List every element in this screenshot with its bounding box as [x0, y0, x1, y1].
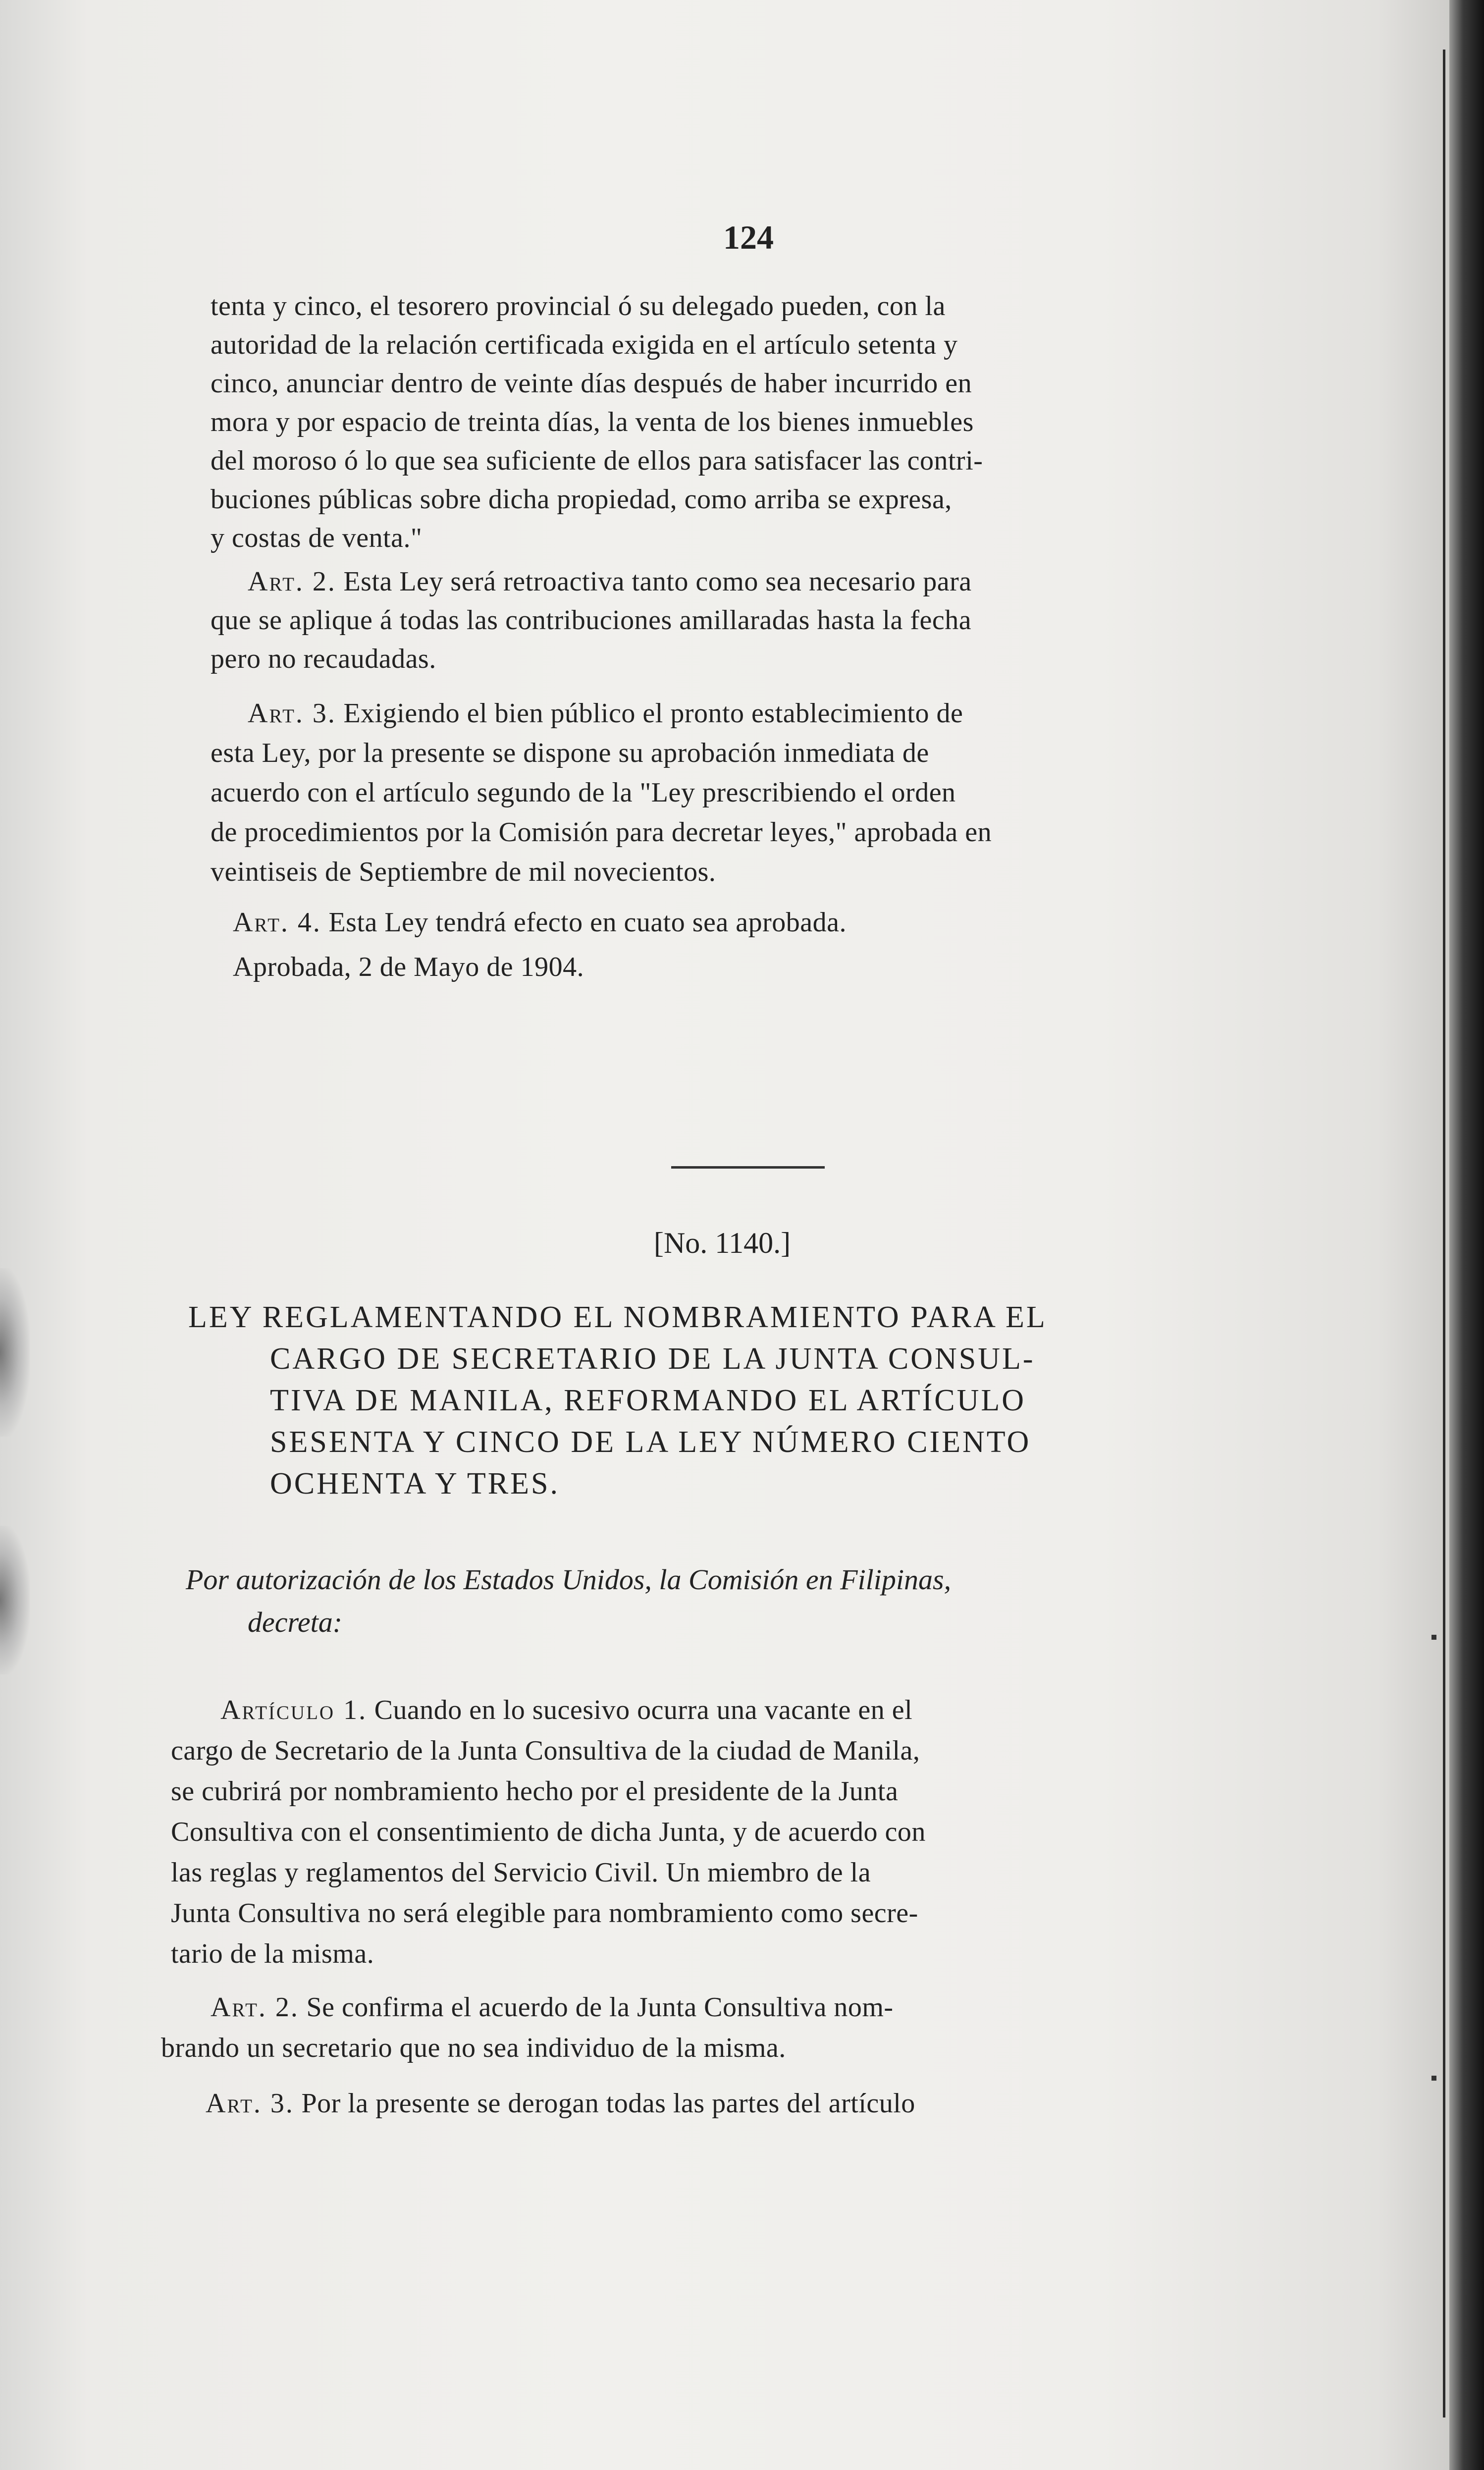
- text-line: cargo de Secretario de la Junta Consultiva de la ciudad de Manila,: [171, 1735, 920, 1766]
- article-label: Art. 2.: [248, 566, 336, 597]
- enacting-clause: Por autorización de los Estados Unidos, la Comisión en Filipinas,: [186, 1563, 952, 1596]
- text-line: cinco, anunciar dentro de veinte días después de haber incurrido en: [211, 368, 972, 399]
- article-label: Artículo 1.: [220, 1695, 368, 1725]
- text-line: autoridad de la relación certificada exigida en el artículo setenta y: [211, 329, 958, 360]
- text-line: Se confirma el acuerdo de la Junta Consultiva nom-: [306, 1992, 894, 2023]
- approval-date: Aprobada, 2 de Mayo de 1904.: [233, 952, 584, 982]
- art-3-first-line: [248, 699, 963, 727]
- text-line: esta Ley, por la presente se dispone su aprobación inmediata de: [211, 738, 929, 768]
- act-title-line: SESENTA Y CINCO DE LA LEY NÚMERO CIENTO: [270, 1425, 1031, 1459]
- act-title-line: OCHENTA Y TRES.: [270, 1467, 560, 1501]
- text-line: Consultiva con el consentimiento de dicha Junta, y de acuerdo con: [171, 1817, 926, 1847]
- art-4-line: [233, 909, 847, 936]
- text-line: buciones públicas sobre dicha propiedad, como arriba se expresa,: [211, 484, 952, 515]
- art-2b-first-line: [211, 1993, 894, 2021]
- text-line: Por la presente se derogan todas las partes del artículo: [301, 2088, 915, 2119]
- text-line: Exigiendo el bien público el pronto establecimiento de: [343, 698, 963, 729]
- act-number: [No. 1140.]: [654, 1227, 791, 1259]
- text-line: Cuando en lo sucesivo ocurra una vacante en el: [374, 1695, 913, 1725]
- act-title-line: CARGO DE SECRETARIO DE LA JUNTA CONSUL-: [270, 1342, 1035, 1376]
- art-2-first-line: [248, 568, 972, 595]
- text-line: veintiseis de Septiembre de mil novecientos.: [211, 857, 716, 887]
- section-divider: [671, 1166, 825, 1169]
- text-line: brando un secretario que no sea individuo de la misma.: [161, 2033, 786, 2063]
- article-label: Art. 3.: [248, 698, 336, 729]
- text-line: de procedimientos por la Comisión para decretar leyes," aprobada en: [211, 817, 992, 848]
- text-line: tenta y cinco, el tesorero provincial ó su delegado pueden, con la: [211, 291, 946, 322]
- text-line: las reglas y reglamentos del Servicio Civil. Un miembro de la: [171, 1857, 871, 1888]
- text-line: se cubrirá por nombramiento hecho por el presidente de la Junta: [171, 1776, 899, 1807]
- text-line: Esta Ley será retroactiva tanto como sea necesario para: [343, 566, 972, 597]
- article-label: Art. 2.: [211, 1992, 299, 2023]
- article-label: Art. 4.: [233, 907, 321, 938]
- text-line: mora y por espacio de treinta días, la venta de los bienes inmuebles: [211, 407, 974, 437]
- text-line: acuerdo con el artículo segundo de la "Ley prescribiendo el orden: [211, 777, 956, 808]
- act-title-line: TIVA DE MANILA, REFORMANDO EL ARTÍCULO: [270, 1384, 1026, 1417]
- text-line: y costas de venta.": [211, 523, 423, 553]
- text-line: Junta Consultiva no será elegible para nombramiento como secre-: [171, 1898, 918, 1929]
- art-3b-line: [206, 2090, 915, 2117]
- article-label: Art. 3.: [206, 2088, 294, 2119]
- text-line: del moroso ó lo que sea suficiente de ellos para satisfacer las contri-: [211, 445, 983, 476]
- text-line: pero no recaudadas.: [211, 644, 436, 674]
- articulo-1-first-line: [220, 1696, 912, 1724]
- text-line: Esta Ley tendrá efecto en cuato sea aprobada.: [328, 907, 847, 938]
- text-line: tario de la misma.: [171, 1938, 374, 1969]
- enacting-clause: decreta:: [248, 1606, 343, 1638]
- act-title-line: LEY REGLAMENTANDO EL NOMBRAMIENTO PARA EL: [188, 1300, 1047, 1334]
- text-line: que se aplique á todas las contribuciones amillaradas hasta la fecha: [211, 605, 972, 636]
- page-number: 124: [723, 218, 774, 256]
